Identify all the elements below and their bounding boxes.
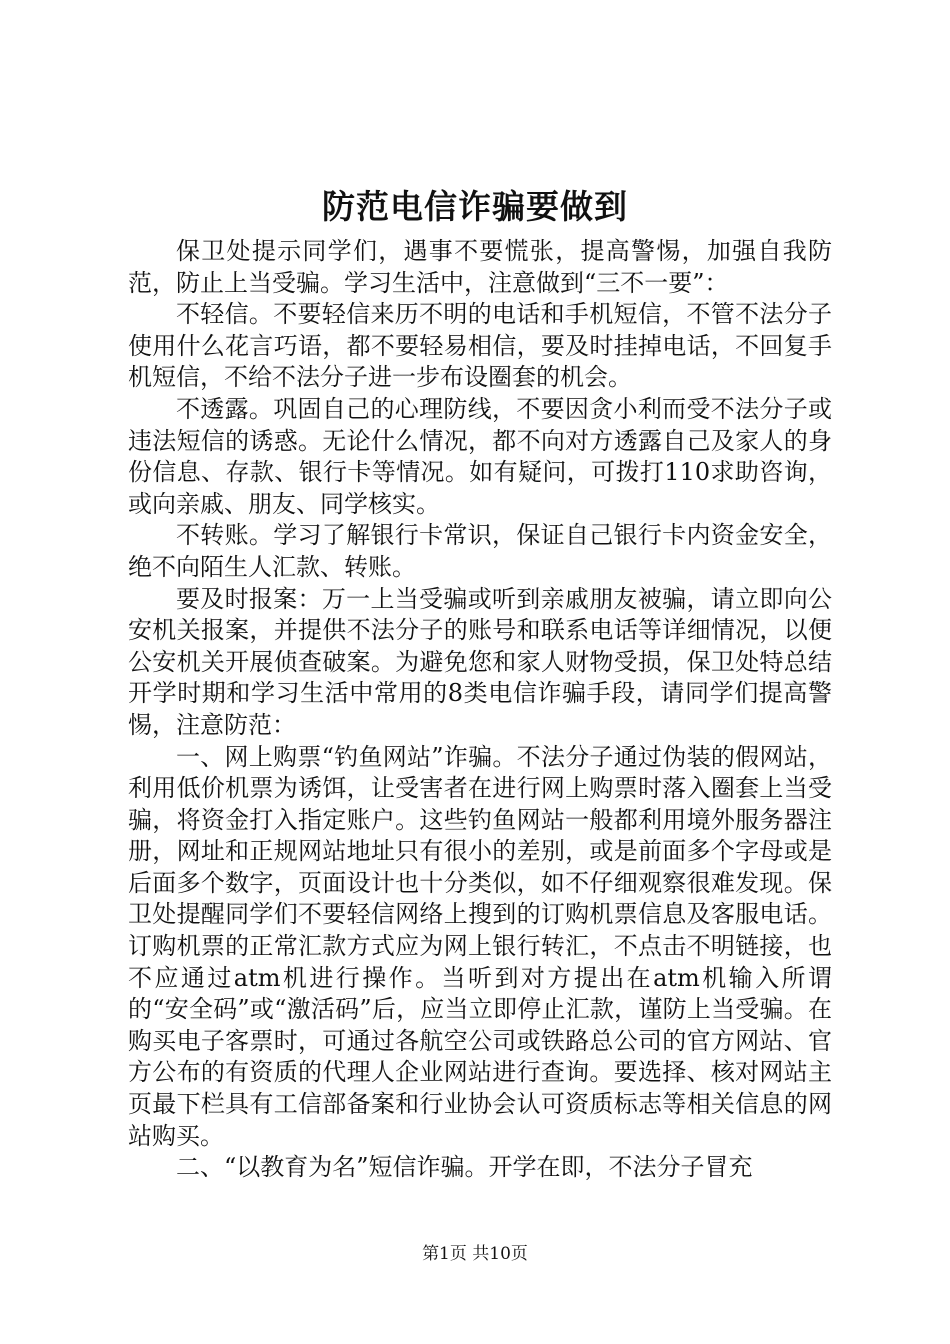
paragraph-phishing: 一、网上购票“钓鱼网站”诈骗。不法分子通过伪装的假网站，利用低价机票为诱饵，让受害者在进行网上购票时落入圈套上当受骗，将资金打入指定账户。这些钓鱼网站一般都利用境外服务器注册，网址和正规网站地址只有很小的差别，或是前面多个字母或是后面多个数字，页面设计也十分类似，如不仔细观察很难发现。保卫处提醒同学们不要轻信网络上搜到的订购机票信息及客服电话。订购机票的正常汇款方式应为网上银行转汇，不点击不明链接，也不应通过atm机进行操作。当听到对方提出在atm机输入所谓的“安全码”或“激活码”后，应当立即停止汇款，谨防上当受骗。在购买电子客票时，可通过各航空公司或铁路总公司的官方网站、官方公布的有资质的代理人企业网站进行查询。要选择、核对网站主页最下栏具有工信部备案和行业协会认可资质标志等相关信息的网站购买。: [128, 742, 832, 1150]
document-title: 防范电信诈骗要做到: [322, 187, 628, 226]
paragraph-no-transfer: 不转账。学习了解银行卡常识，保证自己银行卡内资金安全，绝不向陌生人汇款、转账。: [128, 521, 832, 581]
page-footer: 第1页 共10页: [422, 1244, 528, 1264]
paragraph-intro: 保卫处提示同学们，遇事不要慌张，提高警惕，加强自我防范，防止上当受骗。学习生活中，注意做到“三不一要”：: [128, 237, 832, 297]
document-body: [128, 236, 832, 1184]
paragraph-report: 要及时报案：万一上当受骗或听到亲戚朋友被骗，请立即向公安机关报案，并提供不法分子的账号和联系电话等详细情况，以便公安机关开展侦查破案。为避免您和家人财物受损，保卫处特总结开学时期和学习生活中常用的8类电信诈骗手段，请同学们提高警惕，注意防范：: [128, 584, 832, 739]
paragraph-education-sms: 二、“以教育为名”短信诈骗。开学在即，不法分子冒充: [176, 1153, 753, 1182]
paragraph-no-trust: 不轻信。不要轻信来历不明的电话和手机短信，不管不法分子使用什么花言巧语，都不要轻易相信，要及时挂掉电话，不回复手机短信，不给不法分子进一步布设圈套的机会。: [128, 300, 832, 392]
paragraph-no-disclose: 不透露。巩固自己的心理防线，不要因贪小利而受不法分子或违法短信的诱惑。无论什么情况，都不向对方透露自己及家人的身份信息、存款、银行卡等情况。如有疑问，可拨打110求助咨询，或向亲戚、朋友、同学核实。: [128, 394, 832, 518]
